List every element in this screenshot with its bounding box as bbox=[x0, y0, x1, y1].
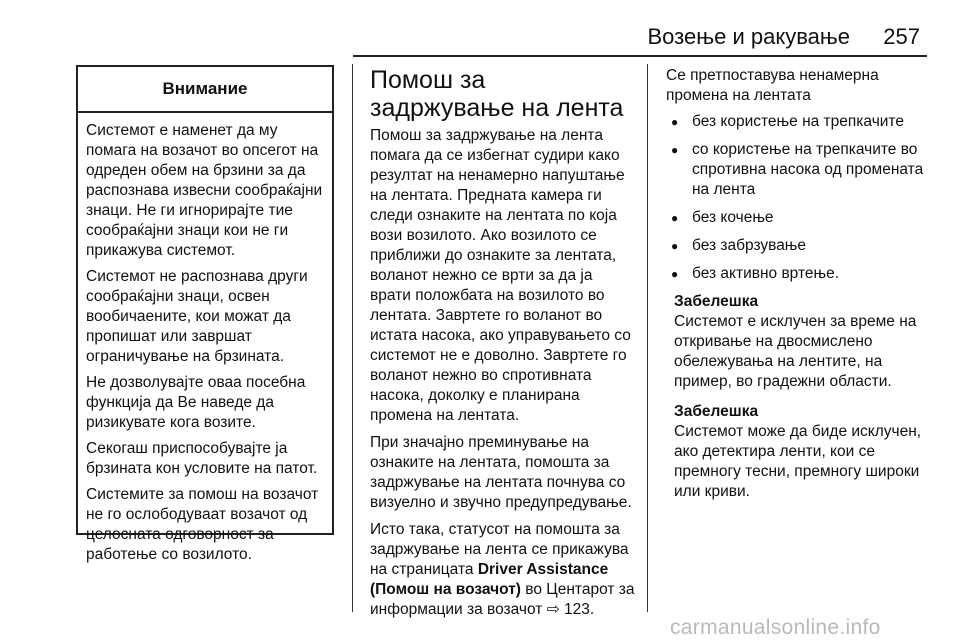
note-text: Системот е исклучен за време на откривање на двосмислено обележувања на лентите, на пример, во градежни области. bbox=[674, 313, 917, 390]
lane-assist-status-paragraph bbox=[370, 520, 635, 620]
right-column bbox=[666, 66, 928, 512]
status-text-suffix: во Центарот за информации за возачот bbox=[370, 581, 635, 618]
list-item: ● со користење на трепкачите во спротивна насока од промената на лента bbox=[666, 140, 928, 200]
driver-assistance-page-link: Driver Assistance (Помош на возачот) bbox=[370, 561, 609, 598]
watermark: carmanualsonline.info bbox=[670, 616, 881, 639]
list-item: ● без користење на трепкачите bbox=[666, 112, 928, 132]
warning-paragraph: Системите за помош на возачот не го ослободуваат возачот од целосната одговорност за работење со возилото. bbox=[86, 486, 319, 563]
column-divider-right bbox=[647, 64, 648, 612]
note-title: Забелешка bbox=[674, 403, 759, 420]
lane-assist-section bbox=[370, 66, 635, 627]
page-header bbox=[0, 0, 960, 58]
warning-paragraph: Не дозволувајте оваа посебна функција да Ве наведе да ризикувате кога возите. bbox=[86, 374, 306, 431]
page-reference-number: 123. bbox=[559, 601, 595, 618]
list-item: ● без забрзување bbox=[666, 236, 928, 256]
page-reference-arrow-icon: ⇨ bbox=[546, 601, 560, 618]
note-text: Системот може да биде исклучен, ако детектира ленти, кои се премногу тесни, премногу широки или криви. bbox=[674, 423, 922, 500]
warning-body bbox=[78, 113, 332, 565]
note-2 bbox=[674, 402, 928, 502]
warning-paragraph: Секогаш приспособувајте ја брзината кон условите на патот. bbox=[86, 440, 318, 477]
lane-assist-title: Помош за задржување на лента bbox=[370, 66, 624, 122]
list-item: ● без кочење bbox=[666, 208, 928, 228]
column-divider-left bbox=[352, 64, 353, 612]
lane-assist-paragraph: Помош за задржување на лента помага да се избегнат судири како резултат на ненамерно напуштање на лентата. Предната камера ги следи ознаките на лентата по која вози возилото. Ако возилото се приближи до ознаките за лентата, воланот нежно се врти за да ја врати положбата на возилото во лентата. Завртете го воланот во истата насока, ако управувањето со системот не е доволно. Завртете го воланот нежно во спротивната насока, доколку е планирана промена на лентата. bbox=[370, 127, 631, 424]
conditions-list bbox=[666, 112, 928, 284]
warning-title: Внимание bbox=[78, 67, 332, 113]
status-text-prefix: Исто така, статусот на помошта за задржување на лента се прикажува на страницата bbox=[370, 521, 629, 578]
page-number: 257 bbox=[883, 24, 920, 49]
note-1 bbox=[674, 292, 928, 392]
list-item: ● без активно вртење. bbox=[666, 264, 928, 284]
section-heading: Возење и ракување bbox=[647, 24, 850, 49]
unintended-change-intro: Се претпоставува ненамерна промена на лентата bbox=[666, 67, 879, 104]
warning-paragraph: Системот е наменет да му помага на возачот во опсегот на одреден обем на брзини за да распознава извесни сообраќајни знаци. Не ги игнорирајте тие сообраќајни знаци кои не ги прикажува системот. bbox=[86, 122, 323, 259]
lane-assist-paragraph: При значајно преминување на ознаките на лентата, помошта за задржување на лентата почнува со визуелно и звучно предупредување. bbox=[370, 434, 632, 511]
warning-paragraph: Системот не распознава други сообраќајни знаци, освен вообичаените, кои можат да пропишат или завршат ограничување на брзината. bbox=[86, 268, 308, 365]
warning-box bbox=[76, 65, 334, 563]
header-rule bbox=[353, 55, 927, 57]
note-title: Забелешка bbox=[674, 293, 759, 310]
